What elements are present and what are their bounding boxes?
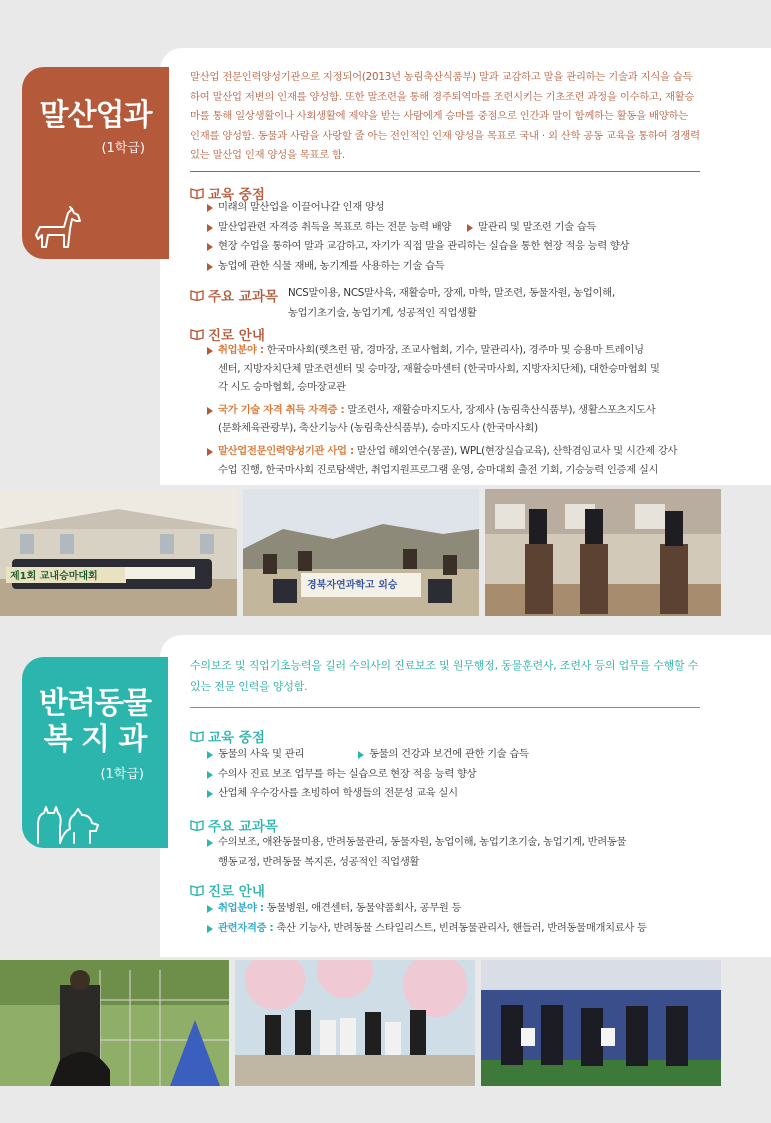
photo-riding-competition [0,489,237,616]
horse-dept-tag [22,67,169,259]
pet-subjects-heading: 주요 교과목 [190,815,278,835]
svg-text:제1회 교내승마대회: 제1회 교내승마대회 [10,571,98,582]
cat-dog-icon [34,805,104,845]
horse-dept-title: 말산업과 [39,98,152,133]
pet-dept-class-count: (1학급) [100,767,144,782]
book-icon [190,731,204,742]
list-item: 산업체 우수강사를 초빙하여 학생들의 전문성 교육 실시 [205,784,529,804]
list-item: 미래의 말산업을 이끌어나갈 인재 양성 [205,198,629,218]
pet-career-heading: 진로 안내 [190,880,265,900]
pet-focus-list [205,745,529,804]
list-item: 말관리 및 말조련 기술 습득 [465,218,596,238]
list-item: 취업분야 : 동물병원, 애견센터, 동물약품회사, 공무원 등 [205,899,647,919]
pet-dept-tag [22,657,168,848]
horse-career-heading: 진로 안내 [190,324,265,344]
pet-focus-heading: 교육 중점 [190,726,265,746]
photo-outdoor-ride [243,489,479,616]
book-icon [190,290,204,301]
pet-dept-intro: 수의보조 및 직업기초능력을 길러 수의사의 진료보조 및 원무행정, 동물훈련사, 조련사 등의 업무를 수행할 수 있는 전문 인력을 양성함. [190,659,699,693]
photo-class-group [235,960,475,1086]
list-item: 관련자격증 : 축산 기능사, 반려동물 스타일리스트, 빈려동물관리사, 핸들러, 반려동물매개치료사 등 [205,919,647,939]
photo-award-ceremony [481,960,721,1086]
book-icon [190,329,204,340]
horse-dept-intro: 말산업 전문인력양성기관으로 지정되어(2013년 농림축산식품부) 말과 교감하고 말을 관리하는 기술과 지식을 습득하여 말산업 저변의 인재를 양성함. 또한 말조련을 통해 경주퇴역마를 조련시키는 기초조련 과정을 이수하고, 재활승마를 통해 일상생활이나 사회생활에 제약을 받는 사람에게 승마를 중점으로 인간과 말이 함께하는 활동을 배양하는 인재를 양성함. 동물과 사람을 사랑할 줄 아는 전인적인 인재 양성을 목표로 국내 · 외 산학 공동 교육을 통하여 경쟁력 있는 말산업 인재 양성을 목표로 함. [190,71,700,161]
horse-subjects-text: NCS말이용, NCS말사육, 재활승마, 장제, 마학, 말조련, 동물자원, 농업이해, 농업기초기술, 농업기계, 성공적인 직업생활 [288,287,615,319]
pet-dept-title-line2: 복 지 과 [43,722,147,757]
horse-subjects-heading: 주요 교과목 [190,285,278,305]
book-icon [190,885,204,896]
horse-divider [190,171,700,172]
photo-indoor-riders [485,489,721,616]
pet-dept-title-line1: 반려동물 [39,686,151,721]
photo-dog-training [0,960,229,1086]
horse-focus-heading: 교육 중점 [190,183,265,203]
pet-divider [190,707,700,708]
book-icon [190,820,204,831]
list-item: 국가 기술 자격 취득 자격증 : 말조련사, 재활승마지도사, 장제사 (농림축산식품부), 생활스포츠지도사 [205,401,677,420]
list-item: 농업에 관한 식물 재배, 농기계를 사용하는 기술 습득 [205,257,629,277]
book-icon [190,188,204,199]
list-item: 말산업전문인력양성기관 사업 : 말산업 해외연수(몽골), WPL(현장실습교육), 산학겸임교사 및 시간제 강사 [205,442,677,461]
list-item: 취업분야 : 한국마사회(렛츠런 팜, 경마장, 조교사협회, 기수, 말관리사), 경주마 및 승용마 트레이닝 [205,341,677,360]
list-item: 동물의 건강과 보건에 관한 기술 습득 [356,745,529,765]
pet-subjects-text: 수의보조, 애완동물미용, 반려동물관리, 동물자원, 농업이해, 농업기초기술, 농업기계, 반려동물 행동교정, 반려동물 복지론, 성공적인 직업생활 [205,833,626,872]
svg-text:경북자연과학고 외승: 경북자연과학고 외승 [307,580,398,591]
list-item: 말산업관련 자격증 취득을 목표로 하는 전문 능력 배양 말관리 및 말조련 기술 습득 [205,218,629,238]
horse-career-list: 취업분야 : 한국마사회(렛츠런 팜, 경마장, 조교사협회, 기수, 말관리사), 경주마 및 승용마 트레이닝 센터, 지방자치단체 말조련센터 및 승마장, 재활승마센터 (한국마사회, 지방자치단체), 대한승마협회 및 각 시도 승마협회, 승마장교관 국가 기술 자격 취득 자격증 : 말조련사, 재활승마지도사, 장제사 (농림축산식품부), 생활스포츠지도사 (문화체육관광부), 축산기능사 (농림축산식품부), 승마지도사 (한국마사회) 말산업전문인력양성기관 사업 : 말산업 해외연수(몽골), WPL(현장실습교육), 산학겸임교사 및 시간제 강사 수업 진행, 한국마사회 진로탐색반, 취업지원프로그램 운영, 승마대회 출전 기회, 기승능력 인증제 실시 [205,341,677,479]
list-item: 동물의 사육 및 관리 동물의 건강과 보건에 관한 기술 습득 [205,745,529,765]
horse-icon [34,205,84,251]
list-item: 현장 수업을 통하여 말과 교감하고, 자기가 직접 말을 관리하는 실습을 통한 현장 적응 능력 향상 [205,237,629,257]
list-item: 수의사 진료 보조 업무를 하는 실습으로 현장 적응 능력 향상 [205,765,529,785]
horse-dept-class-count: (1학급) [101,141,145,156]
pet-career-list [205,899,647,938]
horse-focus-list [205,198,629,277]
